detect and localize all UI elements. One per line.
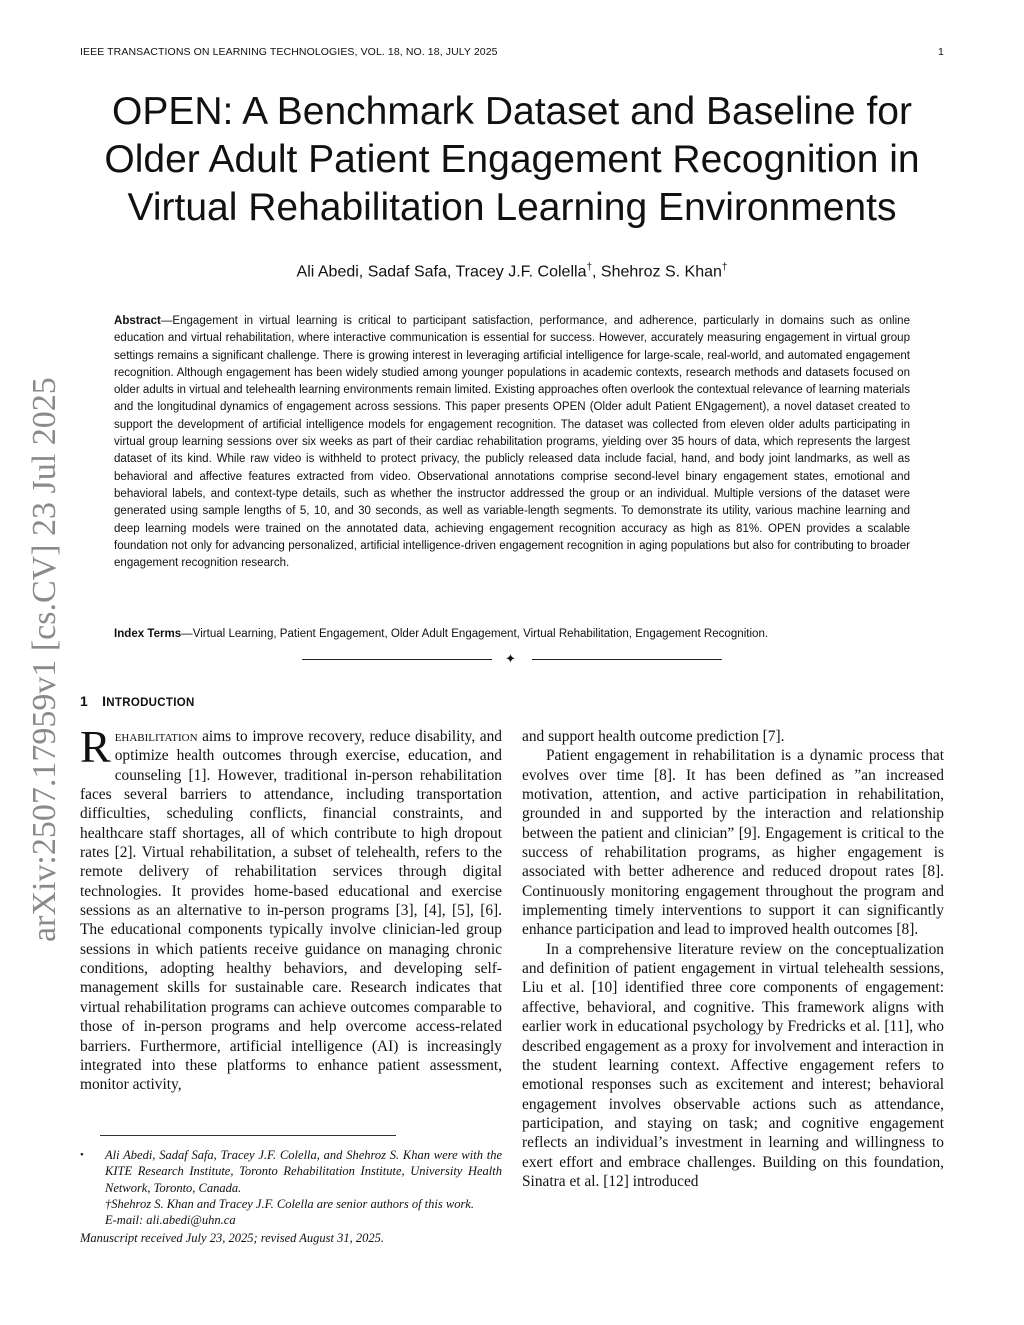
footnote-rule <box>100 1135 396 1136</box>
small-caps-lead: ehabilitation <box>114 728 198 745</box>
intro-paragraph-1-continued: and support health outcome prediction [7]. <box>522 728 785 745</box>
title-line-3: Virtual Rehabilitation Learning Environments <box>127 186 897 229</box>
author-list <box>60 262 964 281</box>
footnote-affiliation: Ali Abedi, Sadaf Safa, Tracey J.F. Colella, and Shehroz S. Khan were with the KITE Research Institute, Toronto Rehabilitation Institute, University Health Network, Toronto, Canada. <box>105 1148 502 1195</box>
section-divider <box>302 652 722 668</box>
section-title-rest: NTRODUCTION <box>106 697 195 709</box>
running-header <box>80 46 944 58</box>
divider-line-right <box>532 659 722 660</box>
footnote-senior-authors: †Shehroz S. Khan and Tracey J.F. Colella are senior authors of this work. <box>105 1196 474 1211</box>
intro-paragraph-1-text: aims to improve recovery, reduce disability, and optimize health outcomes through exercise, education, and counseling [1]. However, traditional in-person rehabilitation faces several barriers to attendance, including transportation difficulties, scheduling conflicts, financial constraints, and healthcare staff shortages, all of which contribute to high dropout rates [2]. Virtual rehabilitation, a subset of telehealth, refers to the remote delivery of rehabilitation services through digital technologies. It provides home-based educational and exercise sessions as an alternative to in-person programs [3], [4], [5], [6]. The educational components typically involve clinician-led group sessions in which patients receive guidance on managing chronic conditions, adopting healthy behaviors, and developing self-management skills for sustainable care. Research indicates that virtual rehabilitation programs can achieve outcomes comparable to those of in-person programs and help overcome access-related barriers. Furthermore, artificial intelligence (AI) is increasingly integrated into these platforms to enhance patient assessment, monitor activity, <box>80 728 502 1094</box>
journal-name: IEEE TRANSACTIONS ON LEARNING TECHNOLOGIES, VOL. 18, NO. 18, JULY 2025 <box>80 46 498 58</box>
drop-cap: R <box>80 721 111 772</box>
footnote-bullet: • <box>80 1149 84 1161</box>
title-line-1: OPEN: A Benchmark Dataset and Baseline for <box>112 90 912 133</box>
abstract-label: Abstract <box>114 315 161 327</box>
left-column <box>80 721 502 1095</box>
authors-names-part2: , Shehroz S. Khan <box>592 263 722 281</box>
authors-names-part1: Ali Abedi, Sadaf Safa, Tracey J.F. Colella <box>296 263 587 281</box>
title-line-2: Older Adult Patient Engagement Recognition in <box>104 138 920 181</box>
index-terms <box>114 626 910 643</box>
intro-paragraph-3: In a comprehensive literature review on the conceptualization and definition of patient engagement in virtual telehealth sessions, Liu et al. [10] identified three core components of engagement: affective, behavioral, and cognitive. This framework aligns with earlier work in educational psychology by Fredricks et al. [11], who described engagement as a proxy for involvement and interaction in the student learning context. Affective engagement refers to emotional responses such as excitement and interest; behavioral engagement involves observable actions such as attendance, participation, and staying on task; and cognitive engagement reflects an individual’s investment in learning and willingness to exert effort and embrace challenges. Building on this foundation, Sinatra et al. [12] introduced <box>522 940 944 1190</box>
section-title-initial: I <box>102 693 107 709</box>
author-affiliation-footnote <box>80 1147 502 1228</box>
arxiv-side-stamp: arXiv:2507.17959v1 [cs.CV] 23 Jul 2025 <box>26 377 63 942</box>
section-number: 1 <box>80 693 89 709</box>
manuscript-note: Manuscript received July 23, 2025; revised August 31, 2025. <box>80 1231 384 1245</box>
intro-paragraph-1 <box>80 721 502 1095</box>
divider-diamond-icon: ✦ <box>505 652 516 667</box>
paper-title <box>60 88 964 232</box>
senior-author-mark-2: † <box>721 262 728 273</box>
divider-line-left <box>302 659 492 660</box>
footnote-email: E-mail: ali.abedi@uhn.ca <box>105 1213 236 1228</box>
index-terms-label: Index Terms <box>114 628 182 640</box>
section-heading-introduction <box>80 693 195 709</box>
abstract-text: —Engagement in virtual learning is critical to participant satisfaction, performance, and adherence, particularly in domains such as online education and virtual rehabilitation, where interactive communication is essential for success. However, accurately measuring engagement in virtual group settings remains a significant challenge. There is growing interest in leveraging artificial intelligence for large-scale, real-world, and automated engagement recognition. Although engagement has been widely studied among younger populations in academic contexts, research methods and datasets focused on older adults in virtual and telehealth learning environments remain limited. Existing approaches often overlook the contextual relevance of learning materials and the longitudinal dynamics of engagement across sessions. This paper presents OPEN (Older adult Patient ENgagement), a novel dataset created to support the development of artificial intelligence models for engagement recognition. The dataset was collected from eleven older adults participating in virtual group learning sessions over six weeks as part of their cardiac rehabilitation programs, yielding over 35 hours of data, which represents the largest dataset of its kind. While raw video is withheld to protect privacy, the publicly released data include facial, hand, and body joint landmarks, as well as behavioral and affective features extracted from video. Observational annotations comprise second-level binary engagement states, emotional and behavioral labels, and context-type details, such as whether the instructor addressed the group or an individual. Multiple versions of the dataset were generated using sample lengths of 5, 10, and 30 seconds, as well as variable-length segments. To demonstrate its utility, various machine learning and deep learning models were trained on the annotated data, achieving engagement recognition accuracy as high as 81%. OPEN provides a scalable foundation not only for advancing personalized, artificial intelligence-driven engagement recognition in aging populations but also for contributing to broader engagement recognition research. <box>114 315 910 570</box>
index-terms-text: —Virtual Learning, Patient Engagement, Older Adult Engagement, Virtual Rehabilitation, Engagement Recognition. <box>181 628 769 640</box>
abstract <box>114 313 910 572</box>
right-column <box>522 727 944 1191</box>
page-number: 1 <box>938 46 944 58</box>
senior-author-mark-1: † <box>586 262 593 273</box>
intro-paragraph-2: Patient engagement in rehabilitation is a dynamic process that evolves over time [8]. It has been defined as ”an increased motivation, attention, and active participation in rehabilitation, grounded in and supported by the interaction and relationship between the patient and clinician” [9]. Engagement is critical to the success of rehabilitation programs, as higher engagement is associated with better adherence and reduced dropout rates [8]. Continuously monitoring engagement throughout the program and implementing timely interventions to support it can significantly enhance participation and lead to improved health outcomes [8]. <box>522 747 944 939</box>
